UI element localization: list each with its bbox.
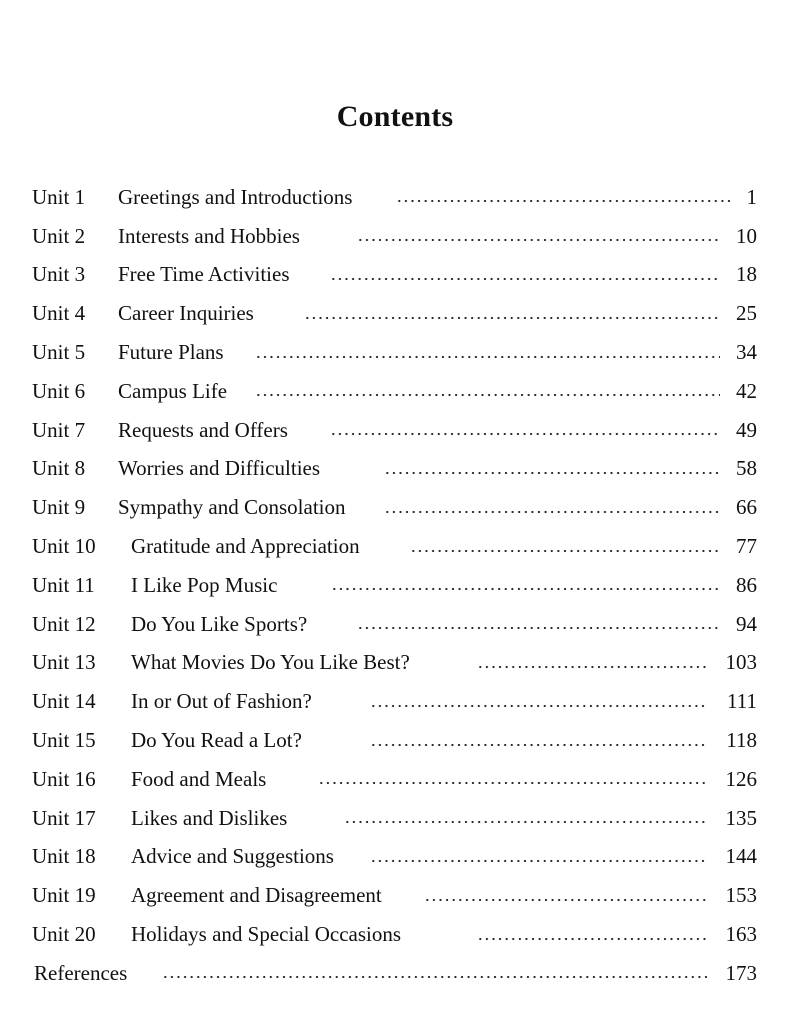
- unit-title: I Like Pop Music: [131, 572, 278, 597]
- page-number: 94: [736, 611, 757, 636]
- toc-entry-unit-16[interactable]: [0, 760, 790, 799]
- page-number: 144: [725, 844, 757, 869]
- unit-title: Do You Read a Lot?: [131, 728, 302, 753]
- unit-title: Greetings and Introductions: [118, 184, 353, 209]
- unit-title: Do You Like Sports?: [131, 611, 308, 636]
- toc-entry-references[interactable]: [0, 954, 790, 993]
- unit-title: What Movies Do You Like Best?: [131, 650, 410, 675]
- page-title: Contents: [336, 100, 454, 133]
- unit-label: Unit 3: [32, 262, 86, 287]
- page-number: 103: [725, 650, 757, 675]
- unit-label: Unit 17: [32, 805, 96, 830]
- page-number: 153: [725, 883, 757, 908]
- unit-label: Unit 4: [32, 301, 86, 326]
- page-number: 86: [736, 572, 757, 597]
- unit-label: Unit 18: [32, 844, 96, 869]
- unit-label: Unit 14: [32, 689, 96, 714]
- dot-leader: [370, 701, 707, 711]
- page-number: 66: [736, 495, 757, 520]
- toc-entry-unit-3[interactable]: [0, 256, 790, 295]
- page-number: 77: [736, 534, 757, 559]
- unit-title: Sympathy and Consolation: [118, 495, 346, 520]
- unit-title: Food and Meals: [131, 766, 267, 791]
- dot-leader: [370, 740, 707, 750]
- toc-entry-unit-12[interactable]: [0, 605, 790, 644]
- page-number: 18: [736, 262, 757, 287]
- unit-title: Career Inquiries: [118, 301, 254, 326]
- page-number: 126: [725, 766, 757, 791]
- toc-entry-unit-4[interactable]: [0, 294, 790, 333]
- unit-title: Future Plans: [118, 340, 224, 365]
- page-number: 58: [736, 456, 757, 481]
- dot-leader: [477, 662, 707, 672]
- dot-leader: [396, 196, 732, 206]
- unit-title: Likes and Dislikes: [131, 805, 288, 830]
- toc-entry-unit-11[interactable]: [0, 566, 790, 605]
- unit-title: In or Out of Fashion?: [131, 689, 312, 714]
- unit-label: Unit 19: [32, 883, 96, 908]
- dot-leader: [318, 778, 707, 788]
- page-number: 1: [746, 184, 757, 209]
- unit-label: Unit 10: [32, 534, 96, 559]
- unit-label: Unit 6: [32, 378, 86, 403]
- toc-entry-unit-6[interactable]: [0, 372, 790, 411]
- unit-label: Unit 12: [32, 611, 96, 636]
- dot-leader: [344, 817, 707, 827]
- unit-title: Requests and Offers: [118, 417, 288, 442]
- dot-leader: [304, 313, 720, 323]
- unit-label: Unit 1: [32, 184, 86, 209]
- toc-entry-unit-17[interactable]: [0, 799, 790, 838]
- toc-entry-unit-5[interactable]: [0, 333, 790, 372]
- dot-leader: [410, 546, 720, 556]
- unit-label: Unit 13: [32, 650, 96, 675]
- toc-entry-unit-9[interactable]: [0, 488, 790, 527]
- unit-label: Unit 15: [32, 728, 96, 753]
- page-number: 118: [726, 728, 757, 753]
- dot-leader: [330, 274, 720, 284]
- page-number: 173: [725, 960, 757, 985]
- toc-entry-unit-2[interactable]: [0, 217, 790, 256]
- unit-label: Unit 20: [32, 922, 96, 947]
- unit-label: Unit 16: [32, 766, 96, 791]
- page-number: 163: [725, 922, 757, 947]
- dot-leader: [477, 934, 707, 944]
- dot-leader: [370, 856, 707, 866]
- dot-leader: [255, 352, 720, 362]
- page-number: 42: [736, 378, 757, 403]
- page-number: 111: [727, 689, 757, 714]
- dot-leader: [255, 390, 720, 400]
- page-number: 34: [736, 340, 757, 365]
- page-number: 25: [736, 301, 757, 326]
- unit-label: Unit 7: [32, 417, 86, 442]
- unit-label: Unit 2: [32, 223, 86, 248]
- unit-title: Holidays and Special Occasions: [131, 922, 402, 947]
- dot-leader: [424, 895, 707, 905]
- unit-title: Worries and Difficulties: [118, 456, 321, 481]
- toc-entry-unit-13[interactable]: [0, 644, 790, 683]
- toc-entry-unit-20[interactable]: [0, 915, 790, 954]
- unit-title: Free Time Activities: [118, 262, 290, 287]
- unit-title: Interests and Hobbies: [118, 223, 300, 248]
- dot-leader: [331, 584, 720, 594]
- dot-leader: [330, 429, 720, 439]
- unit-title: Agreement and Disagreement: [131, 883, 382, 908]
- toc-entry-unit-10[interactable]: [0, 527, 790, 566]
- toc-entry-unit-7[interactable]: [0, 411, 790, 450]
- table-of-contents: [0, 178, 790, 993]
- unit-label: Unit 9: [32, 495, 86, 520]
- unit-label: Unit 5: [32, 340, 86, 365]
- toc-entry-unit-19[interactable]: [0, 876, 790, 915]
- references-label: References: [34, 960, 128, 985]
- toc-entry-unit-18[interactable]: [0, 838, 790, 877]
- page-number: 10: [736, 223, 757, 248]
- unit-title: Campus Life: [118, 378, 228, 403]
- toc-entry-unit-8[interactable]: [0, 450, 790, 489]
- toc-entry-unit-1[interactable]: [0, 178, 790, 217]
- unit-label: Unit 11: [32, 572, 95, 597]
- dot-leader: [384, 468, 720, 478]
- page-number: 135: [725, 805, 757, 830]
- toc-entry-unit-14[interactable]: [0, 682, 790, 721]
- unit-title: Advice and Suggestions: [131, 844, 334, 869]
- dot-leader: [357, 623, 720, 633]
- dot-leader: [357, 235, 720, 245]
- page-number: 49: [736, 417, 757, 442]
- dot-leader: [384, 507, 720, 517]
- unit-label: Unit 8: [32, 456, 86, 481]
- dot-leader: [162, 972, 707, 982]
- toc-entry-unit-15[interactable]: [0, 721, 790, 760]
- unit-title: Gratitude and Appreciation: [131, 534, 360, 559]
